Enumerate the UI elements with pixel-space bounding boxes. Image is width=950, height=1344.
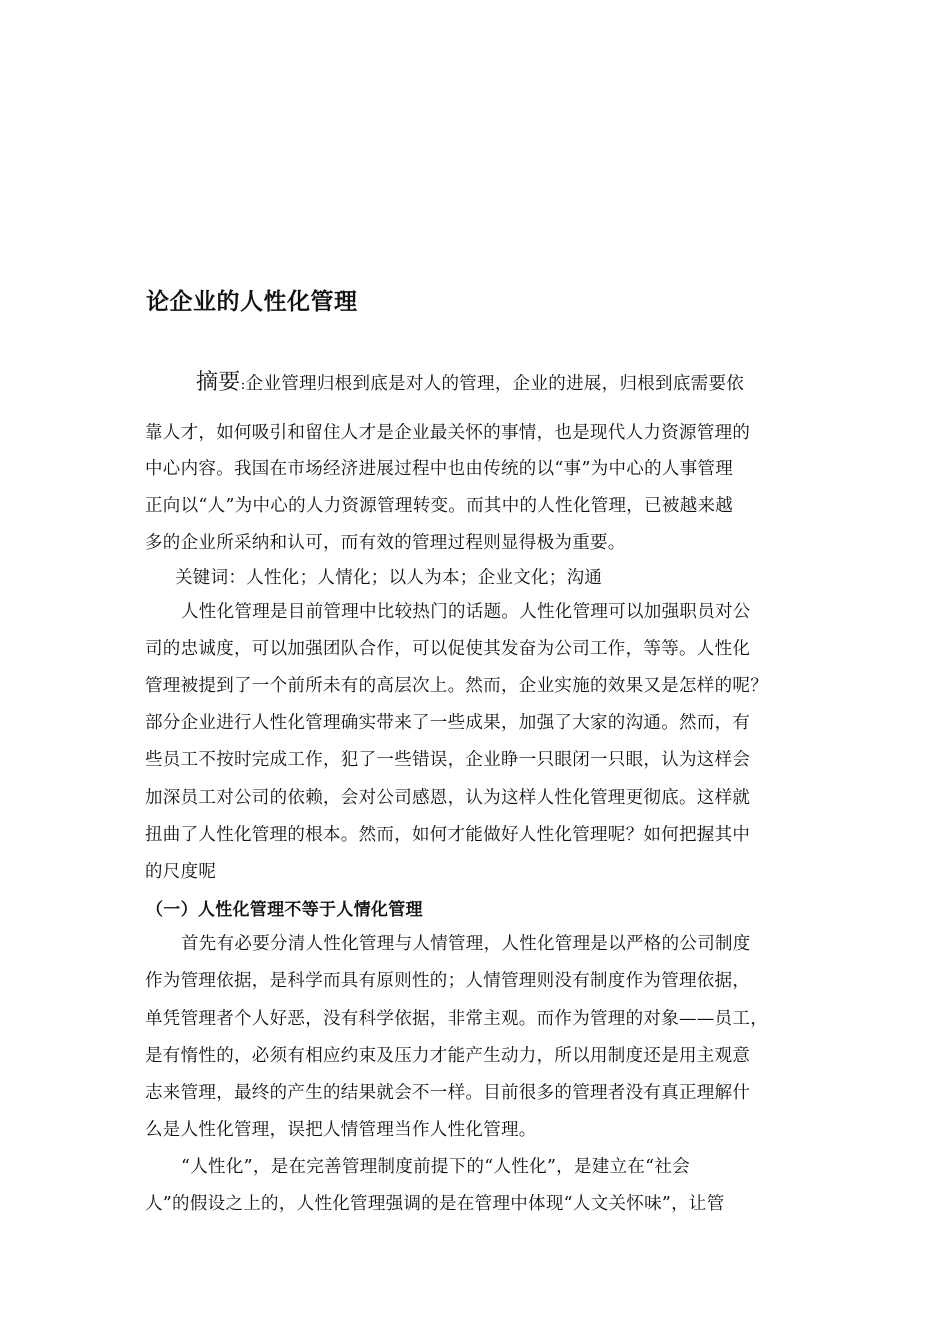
abstract-line: 靠人才，如何吸引和留住人才是企业最关怀的事情，也是现代人力资源管理的 bbox=[145, 423, 751, 443]
abstract-colon: : bbox=[240, 377, 246, 393]
section-para-line: “人性化”，是在完善管理制度前提下的“人性化”，是建立在“社会 bbox=[181, 1157, 691, 1177]
intro-line: 人性化管理是目前管理中比较热门的话题。人性化管理可以加强职员对公 bbox=[181, 602, 751, 622]
intro-line: 扭曲了人性化管理的根本。然而，如何才能做好人性化管理呢？如何把握其中 bbox=[145, 825, 751, 845]
abstract-label: 摘要 bbox=[196, 370, 241, 395]
abstract-line: 中心内容。我国在市场经济进展过程中也由传统的以“事”为中心的人事管理 bbox=[145, 459, 734, 479]
section-para-line: 人”的假设之上的，人性化管理强调的是在管理中体现“人文关怀味”，让管 bbox=[145, 1194, 725, 1214]
intro-line: 些员工不按时完成工作，犯了一些错误，企业睁一只眼闭一只眼，认为这样会 bbox=[145, 750, 751, 770]
section-para-line: 单凭管理者个人好恶，没有科学依据，非常主观。而作为管理的对象——员工， bbox=[145, 1009, 768, 1029]
section-para-line: 是有惰性的，必须有相应约束及压力才能产生动力，所以用制度还是用主观意 bbox=[145, 1046, 751, 1066]
document-title: 论企业的人性化管理 bbox=[146, 289, 358, 315]
keywords-line: 关键词：人性化；人情化；以人为本；企业文化；沟通 bbox=[175, 568, 603, 588]
abstract-line: 正向以“人”为中心的人力资源管理转变。而其中的人性化管理，已被越来越 bbox=[145, 496, 734, 516]
section-para-line: 么是人性化管理，误把人情管理当作人性化管理。 bbox=[145, 1120, 537, 1140]
intro-line: 管理被提到了一个前所未有的高层次上。然而，企业实施的效果又是怎样的呢？ bbox=[145, 676, 768, 696]
abstract-line: 多的企业所采纳和认可，而有效的管理过程则显得极为重要。 bbox=[145, 533, 626, 553]
section-para-line: 作为管理依据，是科学而具有原则性的；人情管理则没有制度作为管理依据， bbox=[145, 971, 751, 991]
intro-line: 的尺度呢 bbox=[145, 862, 217, 882]
section-para-line: 首先有必要分清人性化管理与人情管理，人性化管理是以严格的公司制度 bbox=[181, 934, 751, 954]
intro-line: 司的忠诚度，可以加强团队合作，可以促使其发奋为公司工作，等等。人性化 bbox=[145, 639, 751, 659]
intro-line: 加深员工对公司的依赖，会对公司感恩，认为这样人性化管理更彻底。这样就 bbox=[145, 788, 751, 808]
abstract-first-line bbox=[196, 372, 744, 396]
section-heading: （一）人性化管理不等于人情化管理 bbox=[146, 900, 423, 920]
abstract-line: 企业管理归根到底是对人的管理，企业的进展，归根到底需要依 bbox=[245, 374, 745, 394]
section-para-line: 志来管理，最终的产生的结果就会不一样。目前很多的管理者没有真正理解什 bbox=[145, 1083, 751, 1103]
intro-line: 部分企业进行人性化管理确实带来了一些成果，加强了大家的沟通。然而，有 bbox=[145, 713, 751, 733]
